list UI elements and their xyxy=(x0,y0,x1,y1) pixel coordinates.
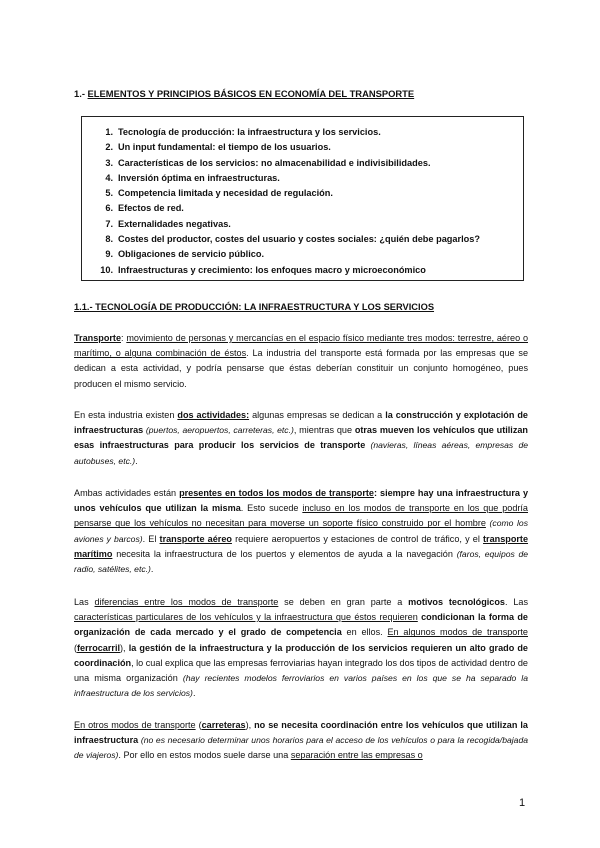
emph-incluso: incluso en los modos de transporte en los que podría pensarse que los vehículos no necesitan para moverse un soporte físico construido por el hombre xyxy=(74,503,528,529)
paragraph-actividades xyxy=(74,408,528,469)
emph-dos-actividades: dos actividades: xyxy=(177,410,250,420)
contents-item xyxy=(96,232,480,247)
emph-ferrocarril: ferrocarril xyxy=(77,642,120,653)
emph-motivos: motivos tecnológicos xyxy=(408,597,505,607)
contents-item-number: 5. xyxy=(105,188,113,199)
emph-algunos-modos: En algunos modos de transporte xyxy=(387,627,528,638)
emph-caracteristicas: características particulares de los vehículos y la infraestructura que éstos requieren xyxy=(74,612,418,623)
text-span: . xyxy=(135,455,138,466)
contents-item-label: Características de los servicios: no almacenabilidad e indivisibilidades. xyxy=(118,157,431,168)
emph-otros-modos: En otros modos de transporte xyxy=(74,720,196,730)
subsection-heading: 1.1.- TECNOLOGÍA DE PRODUCCIÓN: LA INFRAESTRUCTURA Y LOS SERVICIOS xyxy=(74,302,435,312)
page-number: 1 xyxy=(519,797,526,809)
emph-transporte-maritimo: transporte marítimo xyxy=(74,533,529,559)
example-horarios: (no es necesario determinar unos horarios para el acceso de los vehículos o para la recogida/bajada de viajeros) xyxy=(74,735,528,761)
text-span: . La industria del transporte está formada por las empresas que se dedican a esta actividad, y podría pensarse que éstas deberían constituir un conjunto homogéneo, pues producen el mismo servicio. xyxy=(74,348,529,389)
contents-item-label: Costes del productor, costes del usuario y costes sociales: ¿quién debe pagarlos? xyxy=(118,234,480,245)
contents-item-number: 1. xyxy=(105,127,113,137)
text-span: . El xyxy=(142,533,160,544)
text-span: ), xyxy=(245,720,255,730)
emph-carreteras: carreteras xyxy=(201,720,246,730)
contents-item xyxy=(96,217,480,232)
contents-item-number: 7. xyxy=(105,218,113,229)
text-span: algunas empresas se dedican a xyxy=(249,410,386,420)
text-span: , mientras que xyxy=(293,425,355,436)
text-span: Las xyxy=(74,597,95,607)
contents-item-number: 6. xyxy=(105,203,113,214)
example-aviones: (como los aviones y barcos) xyxy=(74,518,529,544)
contents-item-label: Efectos de red. xyxy=(118,203,184,214)
text-span: se deben en gran parte a xyxy=(278,597,409,607)
emph-siempre: : siempre hay una infraestructura y unos vehículos que utilizan la misma xyxy=(74,488,528,514)
contents-item-label: Infraestructuras y crecimiento: los enfoques macro y microeconómico xyxy=(118,264,426,275)
paragraph-transporte xyxy=(74,331,528,392)
contents-item xyxy=(96,171,480,186)
text-span: : xyxy=(121,333,127,343)
text-span: ( xyxy=(74,642,78,653)
contents-item-label: Tecnología de producción: la infraestructura y los servicios. xyxy=(118,127,381,137)
text-span: . Por ello en estos modos suele darse una xyxy=(118,750,291,761)
contents-item xyxy=(96,201,480,216)
contents-item-label: Inversión óptima en infraestructuras. xyxy=(118,172,280,183)
contents-item xyxy=(96,247,480,262)
contents-item xyxy=(96,263,480,278)
contents-item-number: 3. xyxy=(105,157,113,168)
emph-coordinacion: la gestión de la infraestructura y la producción de los servicios requieren un alto grado de coordinación xyxy=(74,642,528,668)
emph-diferencias: diferencias entre los modos de transporte xyxy=(94,597,279,607)
paragraph-diferencias xyxy=(74,595,528,701)
text-span: Ambas actividades están xyxy=(74,488,180,498)
contents-box xyxy=(81,116,524,281)
example-empresas: (navieras, líneas aéreas, empresas de autobuses, etc.) xyxy=(74,440,529,466)
contents-item-number: 10. xyxy=(100,264,113,275)
text-span: . Las xyxy=(504,597,528,607)
text-span: necesita la infraestructura de los puertos y elementos de ayuda a la navegación xyxy=(112,548,457,559)
contents-item-label: Competencia limitada y necesidad de regulación. xyxy=(118,188,333,199)
emph-construccion: la construcción y explotación de infraestructuras xyxy=(74,410,528,436)
contents-item xyxy=(96,186,480,201)
text-span: . Esto sucede xyxy=(240,503,303,514)
text-span: ( xyxy=(195,720,202,730)
example-ferroviarios: (hay recientes modelos ferroviarios en varios países en los que se ha separado la infraestructura de los servicios) xyxy=(74,673,528,699)
paragraph-ambas-actividades xyxy=(74,486,528,577)
text-span: En esta industria existen xyxy=(74,410,178,420)
contents-item-number: 2. xyxy=(105,142,113,153)
example-faros: (faros, equipos de radio, satélites, etc.) xyxy=(74,548,529,575)
emph-no-coordinacion: no se necesita coordinación entre los vehículos que utilizan la infraestructura xyxy=(74,720,528,746)
paragraph-otros-modos xyxy=(74,718,528,764)
contents-item-label: Externalidades negativas. xyxy=(118,218,231,229)
section-title: ELEMENTOS Y PRINCIPIOS BÁSICOS EN ECONOMÍA DEL TRANSPORTE xyxy=(87,88,415,99)
emph-transporte-aereo: transporte aéreo xyxy=(159,533,232,544)
contents-item-number: 4. xyxy=(105,172,113,183)
text-span: requiere aeropuertos y estaciones de control de tráfico, y el xyxy=(231,533,484,544)
contents-item-label: Obligaciones de servicio público. xyxy=(118,249,265,260)
example-infra: (puertos, aeropuertos, carreteras, etc.) xyxy=(143,425,294,436)
emph-presentes: presentes en todos los modos de transporte xyxy=(179,488,374,498)
emph-separacion: separación entre las empresas o xyxy=(290,750,423,761)
section-number: 1.- xyxy=(74,88,88,99)
text-span: , lo cual explica que las empresas ferroviarias hayan integrado los dos tipos de actividad dentro de una misma organización xyxy=(74,657,528,684)
contents-item xyxy=(96,125,480,140)
text-span: en ellos. xyxy=(341,627,388,638)
text-span: ), xyxy=(120,642,129,653)
contents-item-number: 9. xyxy=(105,249,113,260)
text-span: . xyxy=(150,564,154,575)
contents-item-number: 8. xyxy=(105,234,113,245)
definition-transporte: movimiento de personas y mercancías en el espacio físico mediante tres modos: terrestre, aéreo o marítimo, o alguna combinación de éstos xyxy=(74,333,528,359)
emph-condicionan: condicionan la forma de organización de cada mercado y el grado de competencia xyxy=(74,612,528,638)
emph-vehiculos: otras mueven los vehículos que utilizan esas infraestructuras para producir los servicios de transporte xyxy=(74,425,528,451)
contents-item-label: Un input fundamental: el tiempo de los usuarios. xyxy=(118,142,331,153)
text-span: . xyxy=(192,688,196,699)
contents-list xyxy=(96,125,480,278)
contents-item xyxy=(96,140,480,155)
contents-item xyxy=(96,156,480,171)
section-heading xyxy=(74,88,414,99)
term-transporte: Transporte xyxy=(74,333,121,343)
